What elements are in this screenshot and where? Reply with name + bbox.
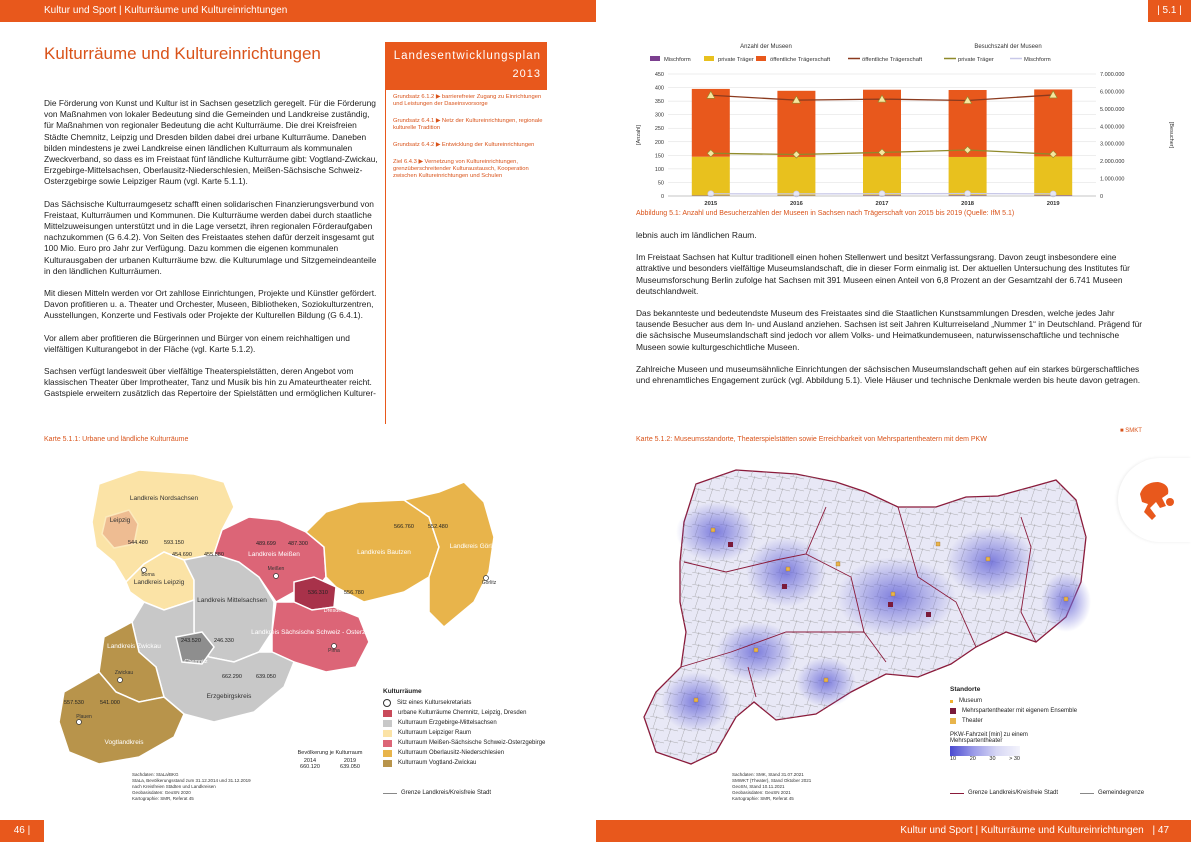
- map2-legend-swatch: [950, 708, 956, 714]
- left-paragraph: Vor allem aber profitieren die Bürgerinnen und Bürger von einem reichhaltigen und vielfältigen Kulturangebot in der Fläche (vgl. Karte 5.1.2).: [44, 332, 350, 354]
- map1-val-dresden-2019: 556.780: [344, 590, 364, 596]
- chart-legend-label: private Träger: [958, 57, 994, 63]
- chart-right-tick: 5.000.000: [1100, 106, 1125, 113]
- lep-list: [385, 90, 548, 424]
- chart-legend-swatch: [756, 56, 766, 61]
- chart-bar: [692, 89, 730, 157]
- map1-label-lk-leipzig: Landkreis Leipzig: [133, 579, 185, 586]
- right-paragraph: Das bekannteste und bedeutendste Museum des Freistaates sind die Staatlichen Kunstsammlungen Dresden, welche jedes Jahr tausende Besucher aus dem In- und Ausland anziehen. Sachsen ist seit Jahren Kulturreiseland „Nummer 1“ in Deutschland. Prägend für die sächsische Museumslandschaft sind jedoch vor allem Volks- und Heimatkundemuseen, naturwissenschaftliche und technische Museen sowie kulturgeschichtliche Museen.: [636, 308, 1143, 352]
- chart-ylabel-left: [Anzahl]: [636, 125, 642, 145]
- chart-right-tick: 2.000.000: [1100, 159, 1125, 166]
- map1-legend-label: Kulturraum Erzgebirge-Mittelsachsen: [398, 720, 497, 726]
- chart-right-tick: 0: [1100, 194, 1104, 200]
- map1-legend-swatch: [383, 740, 392, 747]
- map2-pkw-tick: 30: [989, 756, 996, 762]
- map2-legend-swatch: [950, 718, 956, 724]
- chart-left-tick: 250: [654, 126, 664, 133]
- chart-title-right: Besuchszahl der Museen: [974, 44, 1042, 50]
- footer-left-page: 46 |: [13, 825, 31, 836]
- map2-boundary-legend: [950, 790, 1144, 796]
- chart-bar: [863, 156, 901, 195]
- map1-label-meissen-town: Meißen: [267, 566, 285, 572]
- map2-legend-item: [950, 706, 1150, 716]
- chart-bar: [1034, 156, 1072, 195]
- map1-label-pirna: Pirna: [328, 648, 340, 654]
- chart-legend-label: öffentliche Trägerschaft: [862, 57, 923, 63]
- chart-bar: [777, 157, 815, 195]
- map1-pop-title: Bevölkerung je Kulturraum: [297, 750, 363, 756]
- map1-boundary-label: Grenze Landkreis/Kreisfreie Stadt: [401, 790, 492, 796]
- map1-label-goerlitz: Landkreis Görlitz: [449, 543, 499, 550]
- map1-seat-icon: [77, 720, 82, 725]
- chart-ylabel-right: [Besucher]: [1168, 121, 1174, 149]
- lep-item: Ziel 6.4.3 ▶ Vernetzung von Kultureinrichtungen, grenzüberschreitender Kulturaustausch, Kooperation zwischen Kultureinrichtungen und Schulen: [393, 159, 529, 179]
- chart-bar: [692, 157, 730, 196]
- map1-legend: [383, 688, 593, 768]
- page-title: Kulturräume und Kultureinrichtungen: [44, 44, 321, 63]
- chart-left-tick: 300: [654, 112, 664, 119]
- chart-left-tick: 0: [660, 194, 664, 200]
- map1-seat-icon: [332, 644, 337, 649]
- map1-label-nordsachsen: Landkreis Nordsachsen: [129, 495, 199, 502]
- chart-legend-label: öffentliche Trägerschaft: [770, 57, 831, 63]
- chart-category-label: 2018: [961, 201, 975, 207]
- chart-museums: [636, 40, 1176, 210]
- map2-caption: Karte 5.1.2: Museumsstandorte, Theaterspielstätten sowie Erreichbarkeit von Mehrspartentheatern mit dem PKW: [636, 436, 987, 443]
- chart-legend-label: Mischform: [1024, 57, 1051, 63]
- map1-legend-item: [383, 708, 593, 718]
- map1-label-schweiz: Landkreis Sächsische Schweiz - Osterzgebirge: [251, 629, 387, 636]
- chart-right-tick: 3.000.000: [1100, 141, 1125, 148]
- chart-right-tick: 1.000.000: [1100, 176, 1125, 183]
- chart-legend-label: Mischform: [664, 57, 691, 63]
- map1-sources: [132, 772, 251, 802]
- map1-pop-year-2019: 2019: [343, 758, 357, 764]
- map-source-line: Sachdaten: SMK, Stand 31.07.2021: [732, 772, 804, 777]
- map1-label-borna: Borna: [141, 572, 155, 578]
- map1-legend-item: [383, 738, 593, 748]
- map1-legend-swatch: [383, 730, 392, 737]
- chart-bar: [949, 157, 987, 195]
- map1-val-chemnitz-2019: 246.330: [214, 638, 234, 644]
- map1-seat-icon: [484, 576, 489, 581]
- map2-legend-swatch: [950, 700, 953, 703]
- map-source-line: Geobasisdaten: GeoSN 2021: [732, 790, 791, 795]
- map1-val-chemnitz-2014: 243.520: [181, 638, 201, 644]
- map1-pop-legend: [290, 750, 370, 770]
- map2-pkw-tick: 20: [969, 756, 976, 762]
- chart-bar: [1034, 89, 1072, 156]
- map1-legend-title: Kulturräume: [383, 688, 422, 695]
- chart-category-label: 2015: [704, 201, 718, 207]
- chart-title-left: Anzahl der Museen: [740, 44, 792, 50]
- map2-legend-label: Mehrspartentheater mit eigenem Ensemble: [962, 708, 1078, 714]
- right-paragraph: Im Freistaat Sachsen hat Kultur traditionell einen hohen Stellenwert und besitzt Verfassungsrang. Davon zeugt insbesondere eine attraktive und besonders vielfältige Museumslandschaft, die in dieser Form einmalig ist. Der aktuellen Untersuchung des Institutes für Museumsforschung Berlin zufolge hat Sachsen mit 391 Museen einen Anteil von 6,8 Prozent an der Gesamtzahl der 6.741 Museen deutschlandweit.: [636, 252, 1130, 296]
- chart-legend-label: private Träger: [718, 57, 754, 63]
- map1-legend-item: [383, 748, 593, 758]
- chart-legend-swatch: [650, 56, 660, 61]
- map2-sources: [732, 772, 811, 802]
- map1-legend-swatch: [383, 699, 391, 707]
- footer-right-page: | 47: [1152, 825, 1169, 836]
- header-right-text: | 5.1 |: [1157, 5, 1182, 16]
- map2-legend-item: [950, 696, 1150, 706]
- map1-legend-label: Sitz eines Kultursekretariats: [397, 700, 472, 706]
- map1-legend-item: [383, 758, 593, 768]
- map2-legend: [950, 686, 1150, 762]
- chart-category-label: 2016: [789, 201, 803, 207]
- map1-legend-label: Kulturraum Vogtland-Zwickau: [398, 760, 477, 766]
- map1-val-oberlausitz-2014: 566.760: [394, 524, 414, 530]
- chart-category-label: 2017: [875, 201, 889, 207]
- map1-pop-example-2014: 660.120: [300, 764, 320, 770]
- map1-label-plauen: Plauen: [76, 714, 92, 720]
- footer-right: [596, 820, 1191, 842]
- map1-legend-swatch: [383, 750, 392, 757]
- chart-left-tick: 100: [654, 166, 664, 173]
- chart-left-tick: 150: [654, 153, 664, 160]
- map1-label-goerlitz-town: Görlitz: [481, 580, 497, 586]
- map2-legend-label: Theater: [962, 718, 983, 724]
- runner-icon: [1130, 472, 1186, 528]
- map-source-line: GeoSN, Stand 10.11.2021: [732, 784, 785, 789]
- header-left: [0, 0, 596, 22]
- map1-val-lkleipzig-2019: 455.880: [204, 552, 224, 558]
- left-paragraph: Sachsen verfügt landesweit über vielfältige Theaterspielstätten, deren Angebot vom klassischen Theater über Improtheater, Tanz und Musik bis hin zu Amateurtheater reicht. Gastspiele erweitern zusätzlich das Repertoire der Spielstätten und ermöglichen Kulturer-: [44, 366, 376, 399]
- lep-title: Landesentwicklungsplan: [393, 50, 541, 62]
- chart-right-tick: 7.000.000: [1100, 72, 1125, 78]
- map1-label-meissen: Landkreis Meißen: [248, 551, 300, 558]
- map1-val-meissen-2014: 489.699: [256, 541, 276, 547]
- map1-boundary-legend: [383, 790, 491, 796]
- chart-left-tick: 350: [654, 99, 664, 106]
- map-source-line: SMWKT (Theater), Stand Oktober 2021: [732, 778, 812, 783]
- map2-pkw-title: PKW-Fahrzeit [min] zu einem Mehrspartentheater: [950, 732, 1028, 744]
- map1-label-zwickau: Landkreis Zwickau: [107, 643, 161, 650]
- map1-label-vogtland: Vogtlandkreis: [104, 739, 144, 746]
- map1-val-oberlausitz-2019: 552.480: [428, 524, 448, 530]
- map1-val-dresden-2014: 536.310: [308, 590, 328, 596]
- right-paragraph: lebnis auch im ländlichen Raum.: [636, 230, 757, 240]
- map1-pop-year-2014: 2014: [303, 758, 317, 764]
- chart-category-label: 2019: [1046, 201, 1060, 207]
- map2-boundary2: Gemeindegrenze: [1098, 790, 1145, 796]
- map1-legend-item: [383, 698, 593, 708]
- map1-val-erzgebirge-2019: 639.050: [256, 674, 276, 680]
- map2-pkw-tick: > 30: [1009, 756, 1020, 762]
- chart-legend-swatch: [704, 56, 714, 61]
- map1-val-meissen-2019: 487.300: [288, 541, 308, 547]
- map1-legend-label: Kulturraum Oberlausitz-Niederschlesien: [398, 750, 505, 756]
- map1-seat-icon: [142, 568, 147, 573]
- smkt-label: ■ SMKT: [1120, 428, 1142, 434]
- map1-seat-icon: [274, 574, 279, 579]
- map1-seat-icon: [118, 678, 123, 683]
- map1-label-mittelsachsen: Landkreis Mittelsachsen: [197, 597, 267, 604]
- lep-box: [385, 42, 547, 90]
- map2-legend-item: [950, 716, 1150, 726]
- lep-item: Grundsatz 6.4.2 ▶ Entwicklung der Kultureinrichtungen: [393, 142, 535, 148]
- lep-item: Grundsatz 6.1.2 ▶ barrierefreier Zugang zu Einrichtungen und Leistungen der Daseinsvorsorge: [393, 94, 542, 107]
- map1-val-leipzig-2014: 544.480: [128, 540, 148, 546]
- footer-right-text: Kultur und Sport | Kulturräume und Kultureinrichtungen: [900, 825, 1144, 836]
- left-body-text: [44, 98, 380, 411]
- map1-val-vogtland-2014: 557.530: [64, 700, 84, 706]
- map-source-line: Kartographie: SMR, Referat 45: [132, 796, 194, 801]
- chart-right-tick: 6.000.000: [1100, 89, 1125, 96]
- right-paragraph: Zahlreiche Museen und museumsähnliche Einrichtungen der sächsischen Museumslandschaft gehen auf ein starkes bürgerschaftliches und ehrenamtliches Engagement zurück (vgl. Abbildung 5.1). Viele Häuser und technische Denkmale werden bis heute davon getragen.: [636, 363, 1141, 386]
- header-right: [1148, 0, 1191, 22]
- chart-right-tick: 4.000.000: [1100, 124, 1125, 131]
- map1-label-bautzen: Landkreis Bautzen: [357, 549, 411, 556]
- map2-legend-title: Standorte: [950, 686, 981, 693]
- lep-item: Grundsatz 6.4.1 ▶ Netz der Kultureinrichtungen, regionale kulturelle Tradition: [393, 118, 543, 131]
- chart-caption: Abbildung 5.1: Anzahl und Besucherzahlen der Museen in Sachsen nach Trägerschaft von 2015 bis 2019 (Quelle: IfM 5.1): [636, 210, 1015, 217]
- map1-pop-example-2019: 639.050: [340, 764, 360, 770]
- chart-left-tick: 400: [654, 85, 664, 92]
- map1-val-leipzig-2019: 593.150: [164, 540, 184, 546]
- map1-legend-swatch: [383, 760, 392, 767]
- map1-legend-item: [383, 728, 593, 738]
- footer-left: [0, 820, 44, 842]
- map-source-line: Kartographie: SMR, Referat 45: [732, 796, 794, 801]
- header-left-text: Kultur und Sport | Kulturräume und Kultureinrichtungen: [44, 5, 288, 16]
- map1-legend-swatch: [383, 710, 392, 717]
- map2-legend-label: Museum: [959, 698, 983, 704]
- map-source-line: Sachdaten: StaLa/BKG: [132, 772, 179, 777]
- map1-val-vogtland-2019: 541.000: [100, 700, 120, 706]
- map1-label-leipzig-city: Leipzig: [109, 517, 131, 524]
- map1-val-erzgebirge-2014: 662.290: [222, 674, 242, 680]
- right-body-text: [636, 230, 1148, 397]
- chart-left-tick: 50: [657, 180, 664, 187]
- map1-label-dresden: Dresden: [323, 608, 345, 614]
- map2-pkw-gradient: [950, 746, 1020, 756]
- left-paragraph: Mit diesen Mitteln werden vor Ort zahllose Einrichtungen, Projekte und Künstler gefördert. Davon profitieren u. a. Theater und Orchester, Museen, Bibliotheken, Soziokulturzentren, Ausstellungen, Konzerte und Festivals oder Projekte der Kulturellen Bildung (G 6.4.1).: [44, 288, 377, 321]
- chart-point: [965, 191, 971, 197]
- map2-boundary1: Grenze Landkreis/Kreisfreie Stadt: [968, 790, 1059, 796]
- map1-legend-label: urbane Kulturräume Chemnitz, Leipzig, Dresden: [398, 710, 527, 716]
- map2-pkw-tick: 10: [950, 756, 957, 762]
- map1-label-zwickau-town: Zwickau: [114, 670, 134, 676]
- map-source-line: Geobasisdaten: GeoSN 2020: [132, 790, 191, 795]
- map-source-line: nach Kreisfreien Städten und Landkreisen: [132, 784, 216, 789]
- map1-legend-label: Kulturraum Meißen-Sächsische Schweiz-Osterzgebirge: [398, 740, 546, 746]
- map-source-line: StaLa, Bevölkerungsstand zum 31.12.2014 und 31.12.2019: [132, 778, 251, 783]
- chart-left-tick: 200: [654, 139, 664, 146]
- left-paragraph: Die Förderung von Kunst und Kultur ist in Sachsen gesetzlich geregelt. Für die Förderung von Maßnahmen von lokaler Bedeutung sind die Gemeinden und Landkreise zuständig, für Maßnahmen von regionaler Bedeutung die acht Kulturräume. Die drei Kreisfreien Städte Chemnitz, Leipzig und Dresden bilden dabei drei urbane Kulturräume. Daneben bilden mindestens je zwei Landkreise einen ländlichen Kulturraum als kommunalen Zweckverband, so dass es im Freistaat fünf ländliche Kulturräume gibt: Vogtland-Zwickau, Erzgebirge-Mittelsachsen, Oberlausitz-Niederschlesien, Meißen-Sächsische Schweiz-Osterzgebirge sowie Leipziger Raum (vgl. Karte 5.1.1).: [44, 98, 378, 187]
- lep-year: 2013: [512, 68, 541, 80]
- map1-caption: Karte 5.1.1: Urbane und ländliche Kulturräume: [44, 436, 189, 443]
- map1-val-lkleipzig-2014: 454.690: [172, 552, 192, 558]
- map1-label-chemnitz: Chemnitz: [184, 659, 208, 665]
- left-paragraph: Das Sächsische Kulturraumgesetz schafft einen solidarischen Finanzierungsverbund von Freistaat, Kulturräumen und Kommunen. Die Kulturräume werden dabei durch staatliche Mittelzuweisungen unterstützt und in die Lage versetzt, ihren regionalen Förderaufgaben nachzukommen (G 6.4.2). Von Seiten des Freistaates stehen dafür derzeit insgesamt gut 100 Mio. Euro pro Jahr zur Verfügung. Dazu kommen die eigenen kommunalen Kulturausgaben der urbanen Kulturräume bzw. die Kulturumlage und Sitzgemeindeanteile in den ländlichen Kulturräumen.: [44, 198, 377, 276]
- map1-label-erzgebirge: Erzgebirgskreis: [206, 693, 252, 700]
- chart-left-tick: 450: [654, 72, 664, 78]
- map1-legend-label: Kulturraum Leipziger Raum: [398, 730, 472, 736]
- map1-legend-swatch: [383, 720, 392, 727]
- map1-legend-item: [383, 718, 593, 728]
